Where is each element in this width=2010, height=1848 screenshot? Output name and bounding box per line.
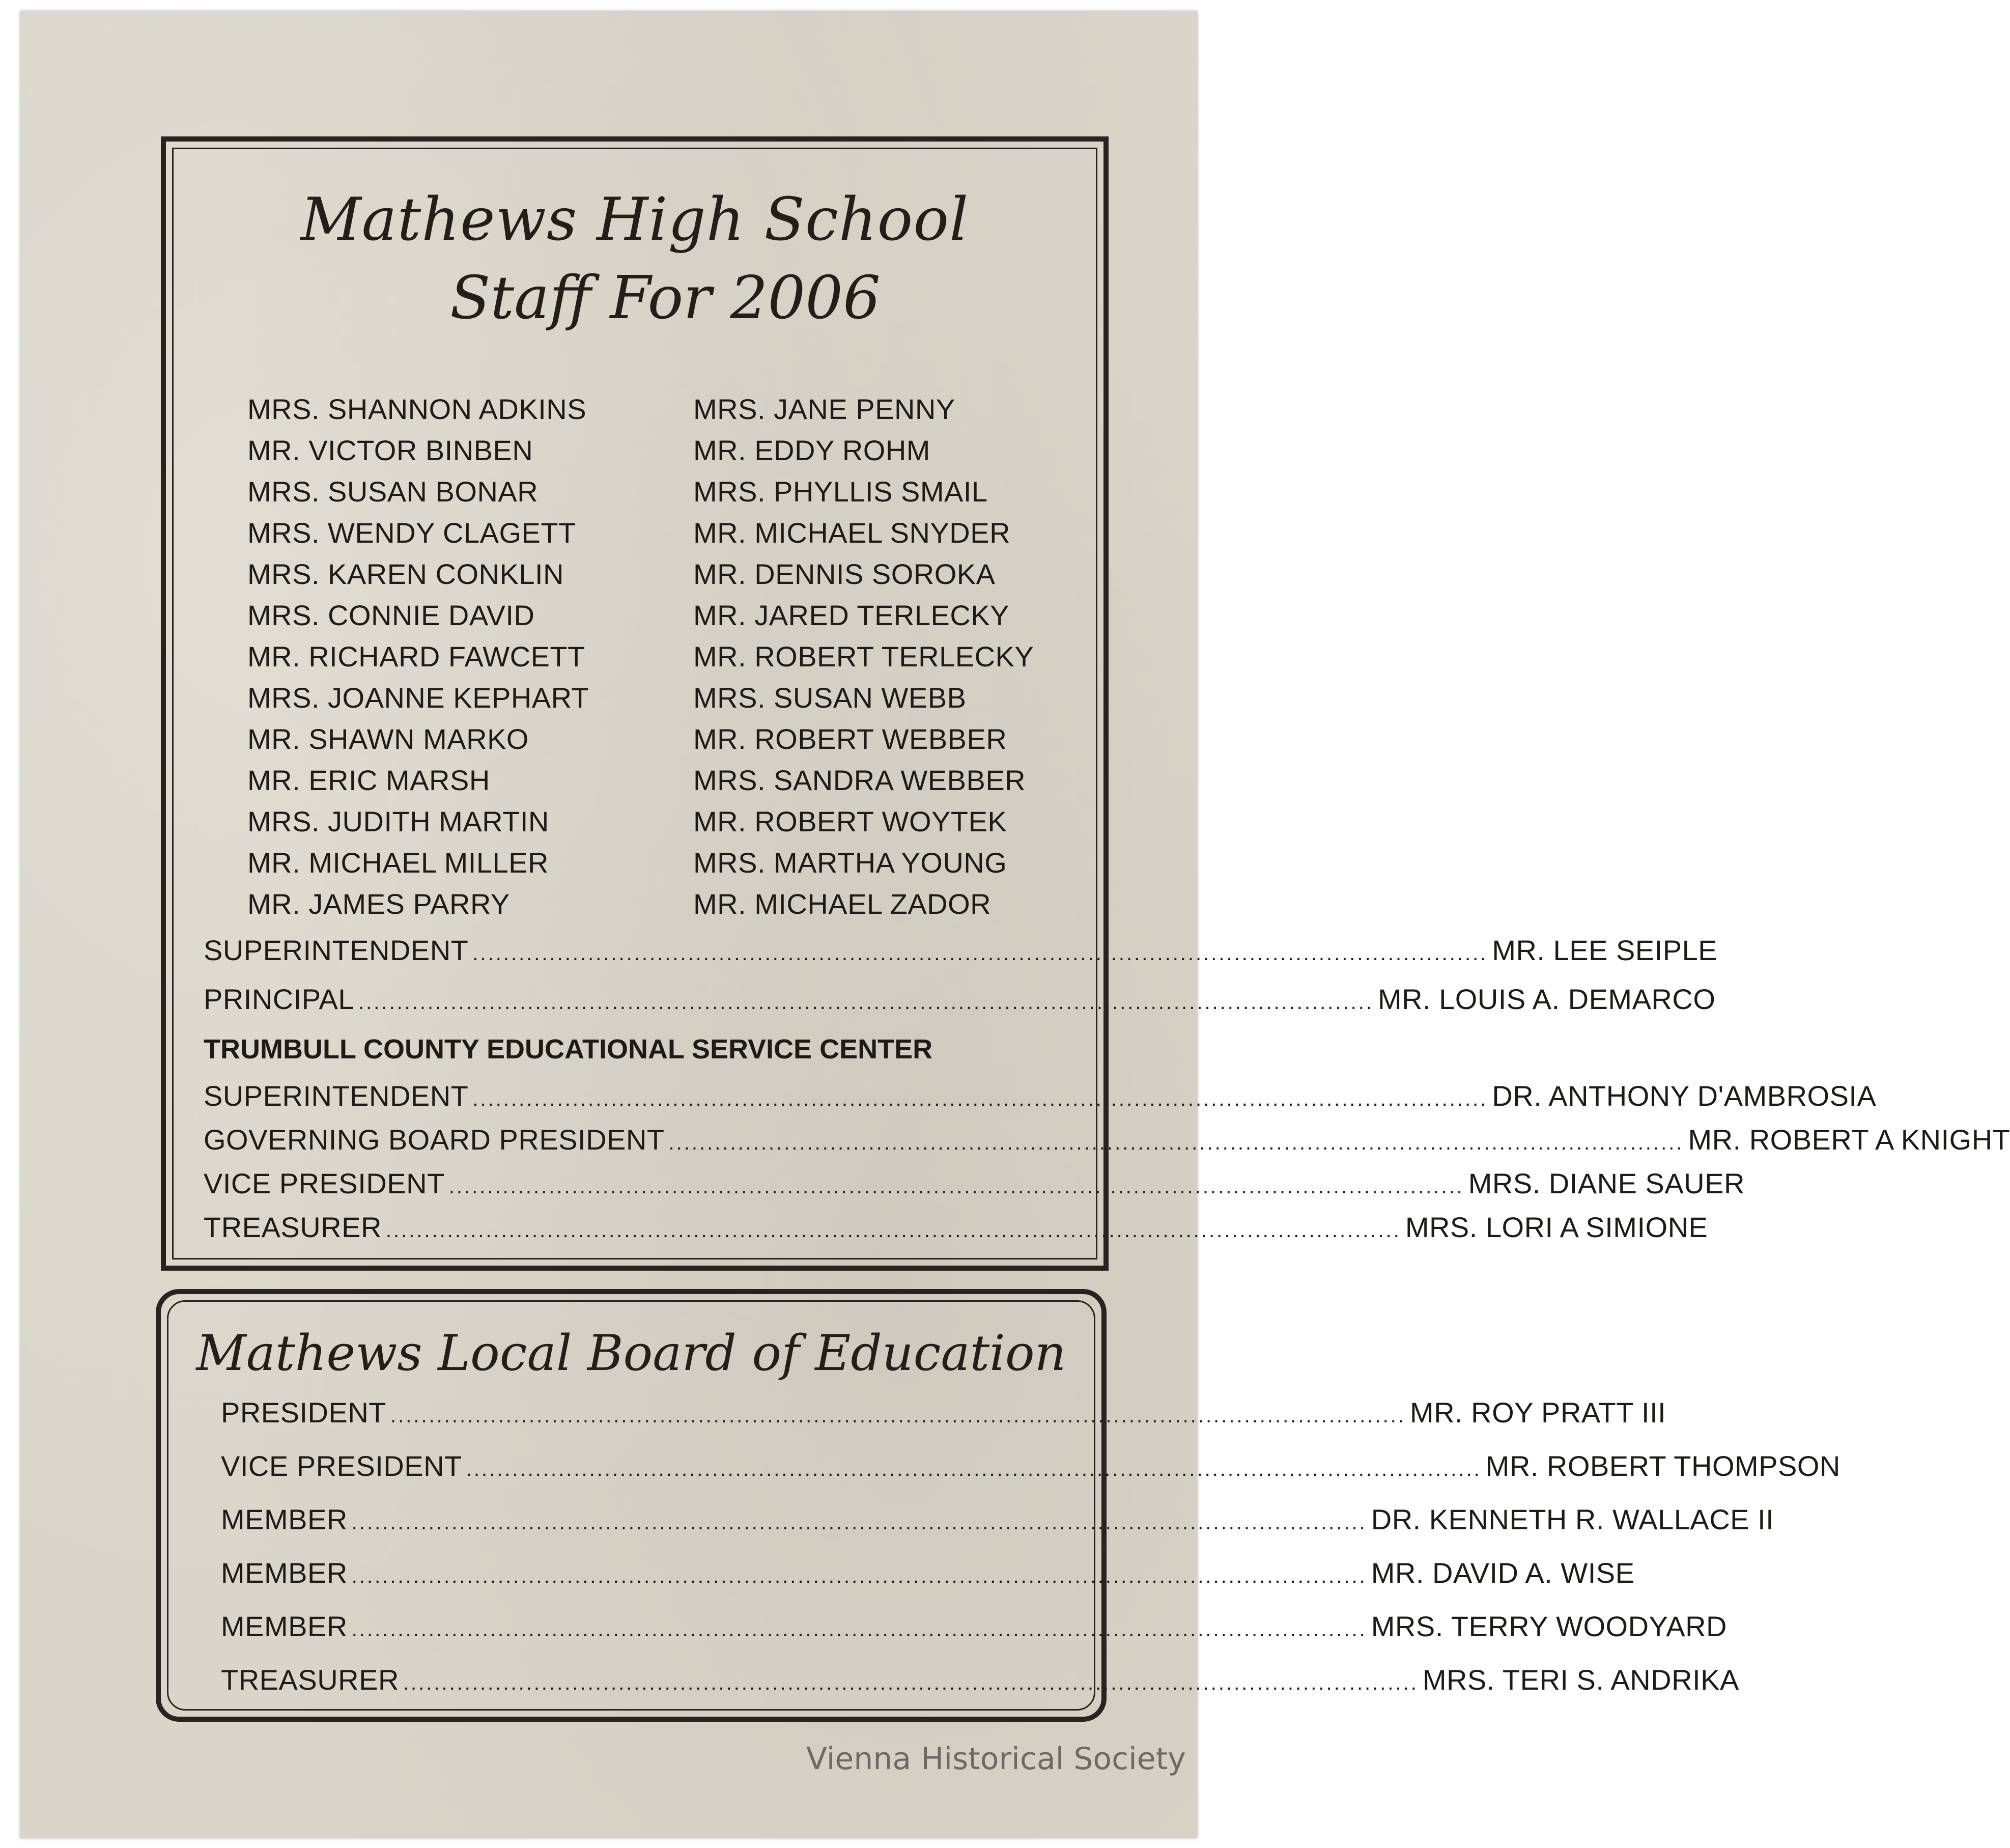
board-row [221, 1556, 1635, 1589]
board-box [156, 1289, 1841, 1722]
staff-name: MR. ERIC MARSH [247, 764, 490, 796]
staff-name: MR. MICHAEL ZADOR [693, 888, 992, 920]
board-row [221, 1449, 1841, 1482]
staff-name: MRS. JOANNE KEPHART [247, 682, 589, 714]
esc-row [204, 1079, 1877, 1112]
role-label: VICE PRESIDENT [221, 1450, 462, 1482]
person-name: DR. KENNETH R. WALLACE II [1371, 1503, 1774, 1535]
staff-name: MRS. SUSAN BONAR [247, 475, 539, 508]
role-label: VICE PRESIDENT [204, 1167, 445, 1199]
dot-leader: .................................................................................................................................... [472, 1088, 1488, 1110]
esc-row [204, 1123, 2010, 1156]
staff-name: MR. VICTOR BINBEN [247, 434, 533, 466]
staff-name: MRS. JUDITH MARTIN [247, 805, 549, 837]
staff-name: MR. JAMES PARRY [247, 888, 510, 920]
staff-name: MRS. WENDY CLAGETT [247, 517, 576, 549]
staff-name: MR. ROBERT TERLECKY [693, 640, 1034, 673]
person-name: MR. LEE SEIPLE [1492, 934, 1718, 966]
staff-name: MR. MICHAEL MILLER [247, 847, 549, 879]
staff-name: MRS. SANDRA WEBBER [693, 764, 1026, 796]
person-name: MRS. DIANE SAUER [1468, 1167, 1745, 1199]
staff-box [161, 136, 2010, 1271]
role-label: MEMBER [221, 1503, 348, 1535]
role-label: GOVERNING BOARD PRESIDENT [204, 1124, 665, 1156]
person-name: MR. ROY PRATT III [1409, 1396, 1666, 1429]
staff-name: MR. EDDY ROHM [693, 434, 930, 466]
role-label: PRESIDENT [221, 1396, 386, 1429]
superintendent-row [204, 934, 1718, 967]
person-name: DR. ANTHONY D'AMBROSIA [1492, 1080, 1877, 1112]
role-label: MEMBER [221, 1557, 348, 1589]
staff-name: MRS. SHANNON ADKINS [247, 393, 587, 425]
dot-leader: .................................................................................................................................... [358, 991, 1374, 1014]
board-row [221, 1610, 1727, 1643]
dot-leader: .................................................................................................................................... [448, 1175, 1464, 1198]
staff-name: MRS. CONNIE DAVID [247, 599, 535, 631]
role-label: TREASURER [204, 1211, 382, 1243]
staff-name: MR. SHAWN MARKO [247, 723, 529, 755]
board-row [221, 1663, 1739, 1696]
principal-row [204, 983, 1716, 1016]
staff-name: MR. MICHAEL SNYDER [693, 517, 1011, 549]
staff-name: MRS. SUSAN WEBB [693, 682, 967, 714]
board-row [221, 1503, 1774, 1536]
role-label: TREASURER [221, 1664, 399, 1696]
role-label: SUPERINTENDENT [204, 934, 469, 966]
dot-leader: .................................................................................................................................... [403, 1672, 1419, 1694]
dot-leader: .................................................................................................................................... [351, 1565, 1367, 1587]
board-row [221, 1396, 1666, 1429]
esc-row [204, 1211, 1708, 1244]
staff-name: MRS. KAREN CONKLIN [247, 558, 564, 590]
person-name: MRS. LORI A SIMIONE [1405, 1211, 1708, 1243]
person-name: MRS. TERI S. ANDRIKA [1422, 1664, 1739, 1696]
person-name: MR. DAVID A. WISE [1371, 1557, 1635, 1589]
page-title: Mathews High School [300, 185, 969, 254]
esc-heading: TRUMBULL COUNTY EDUCATIONAL SERVICE CENTER [204, 1034, 933, 1065]
staff-name: MR. DENNIS SOROKA [693, 558, 996, 590]
person-name: MRS. TERRY WOODYARD [1371, 1610, 1727, 1642]
person-name: MR. ROBERT THOMPSON [1485, 1450, 1841, 1482]
dot-leader: .................................................................................................................................... [390, 1405, 1406, 1427]
role-label: MEMBER [221, 1610, 348, 1642]
watermark: Vienna Historical Society [806, 1741, 1186, 1777]
staff-list-right [693, 388, 1034, 925]
staff-name: MR. JARED TERLECKY [693, 599, 1009, 631]
program-page [20, 11, 2010, 1838]
staff-name: MR. ROBERT WOYTEK [693, 805, 1007, 837]
role-label: PRINCIPAL [204, 983, 354, 1015]
staff-name: MRS. PHYLLIS SMAIL [693, 475, 988, 508]
staff-name: MRS. JANE PENNY [693, 393, 955, 425]
person-name: MR. ROBERT A KNIGHT [1688, 1124, 2010, 1156]
dot-leader: .................................................................................................................................... [351, 1618, 1367, 1641]
dot-leader: .................................................................................................................................... [472, 942, 1488, 965]
role-label: SUPERINTENDENT [204, 1080, 469, 1112]
dot-leader: .................................................................................................................................... [668, 1132, 1684, 1154]
staff-name: MRS. MARTHA YOUNG [693, 847, 1007, 879]
person-name: MR. LOUIS A. DEMARCO [1377, 983, 1716, 1015]
page-subtitle: Staff For 2006 [450, 264, 881, 332]
dot-leader: .................................................................................................................................... [385, 1219, 1401, 1242]
staff-name: MR. RICHARD FAWCETT [247, 640, 585, 673]
dot-leader: .................................................................................................................................... [351, 1511, 1367, 1534]
dot-leader: .................................................................................................................................... [466, 1458, 1482, 1480]
staff-list-left [247, 388, 589, 925]
board-title: Mathews Local Board of Education [196, 1325, 1066, 1382]
staff-name: MR. ROBERT WEBBER [693, 723, 1007, 755]
esc-row [204, 1167, 1745, 1200]
